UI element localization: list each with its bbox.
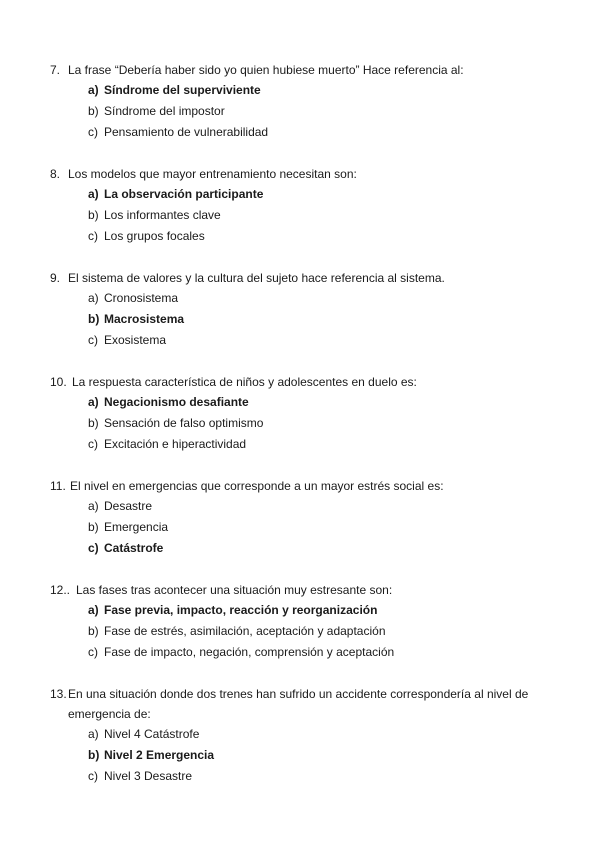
- options-list: [50, 600, 570, 662]
- option-a: a) Cronosistema: [88, 291, 179, 305]
- option-c: c) Catástrofe: [88, 540, 164, 555]
- option-b: b) Los informantes clave: [88, 207, 221, 222]
- question-text: 9. El sistema de valores y la cultura del sujeto hace referencia al sistema.: [50, 268, 570, 288]
- question-text: 12.. Las fases tras acontecer una situación muy estresante son:: [50, 580, 570, 600]
- question-number: 13.: [50, 687, 67, 701]
- option-c: c) Excitación e hiperactividad: [88, 436, 247, 451]
- question-7: [50, 60, 570, 142]
- question-9: [50, 268, 570, 350]
- option-a: a) Fase previa, impacto, reacción y reorganización: [88, 603, 378, 617]
- options-list: [50, 184, 570, 246]
- question-number: 10.: [50, 375, 67, 389]
- option-c: c) Nivel 3 Desastre: [88, 768, 193, 783]
- question-text: 7. La frase “Debería haber sido yo quien hubiese muerto” Hace referencia al:: [50, 60, 570, 80]
- question-number: 7.: [50, 63, 61, 77]
- option-a: a) Nivel 4 Catástrofe: [88, 727, 200, 741]
- question-11: [50, 476, 570, 558]
- question-text: 13.En una situación donde dos trenes han sufrido un accidente correspondería al nivel de: [50, 684, 570, 704]
- option-c: c) Fase de impacto, negación, comprensión y aceptación: [88, 644, 395, 659]
- option-a: a) Síndrome del superviviente: [88, 83, 261, 97]
- options-list: [50, 392, 570, 454]
- question-8: [50, 164, 570, 246]
- options-list: [50, 724, 570, 786]
- question-text: 8. Los modelos que mayor entrenamiento necesitan son:: [50, 164, 570, 184]
- question-number: 12..: [50, 583, 71, 597]
- option-b: b) Síndrome del impostor: [88, 103, 225, 118]
- option-b: b) Emergencia: [88, 519, 169, 534]
- question-13: [50, 684, 570, 786]
- option-b: b) Fase de estrés, asimilación, aceptación y adaptación: [88, 623, 386, 638]
- option-a: a) Desastre: [88, 499, 153, 513]
- question-text: 11. El nivel en emergencias que corresponde a un mayor estrés social es:: [50, 476, 570, 496]
- option-c: c) Exosistema: [88, 332, 167, 347]
- option-b: b) Macrosistema: [88, 311, 185, 326]
- question-12: [50, 580, 570, 662]
- option-b: b) Nivel 2 Emergencia: [88, 747, 215, 762]
- options-list: [50, 288, 570, 350]
- question-number: 11.: [50, 479, 66, 493]
- option-c: c) Pensamiento de vulnerabilidad: [88, 124, 269, 139]
- option-b: b) Sensación de falso optimismo: [88, 415, 264, 430]
- option-c: c) Los grupos focales: [88, 228, 205, 243]
- question-text: 10. La respuesta característica de niños y adolescentes en duelo es:: [50, 372, 570, 392]
- options-list: [50, 496, 570, 558]
- question-number: 9.: [50, 271, 61, 285]
- option-a: a) Negacionismo desafiante: [88, 395, 249, 409]
- question-10: [50, 372, 570, 454]
- question-text-continuation: emergencia de:: [68, 707, 151, 721]
- options-list: [50, 80, 570, 142]
- question-number: 8.: [50, 167, 61, 181]
- option-a: a) La observación participante: [88, 187, 264, 201]
